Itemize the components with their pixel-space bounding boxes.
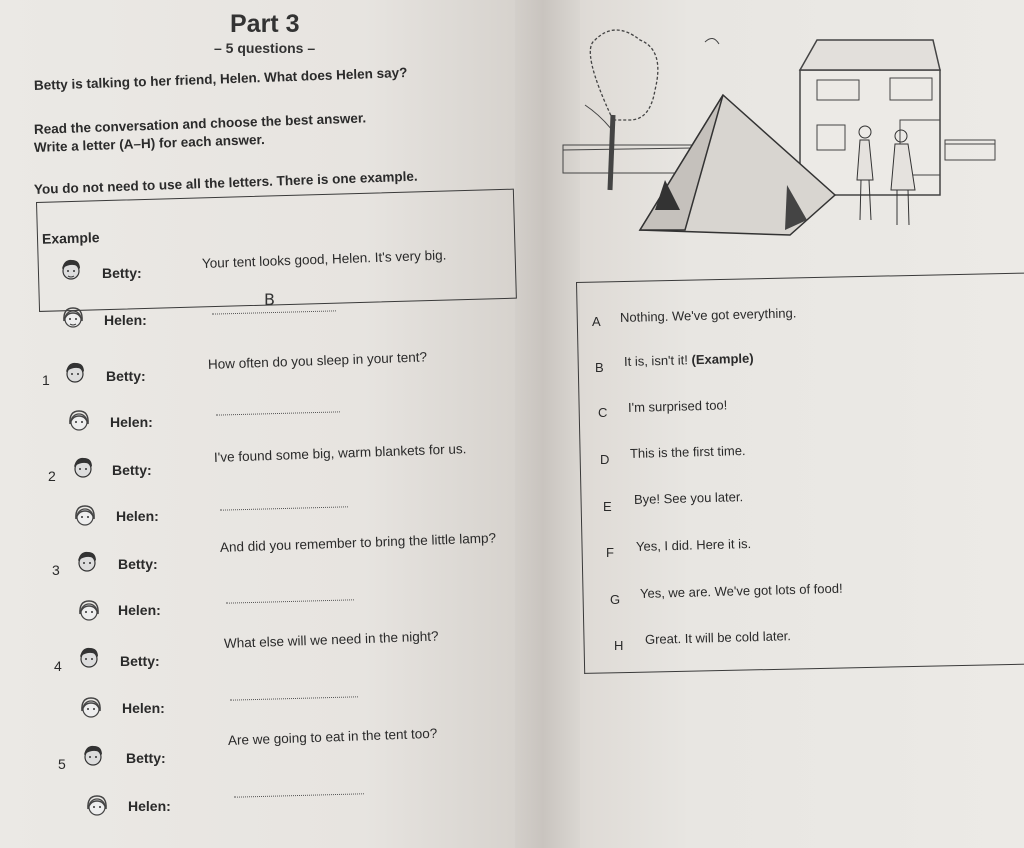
- option-d-letter: D: [600, 452, 610, 467]
- option-h-letter: H: [614, 638, 624, 653]
- helen-face-icon: [78, 695, 104, 721]
- question-2-number: 2: [48, 468, 56, 484]
- betty-face-icon: [74, 549, 100, 575]
- instruction-line-3: Write a letter (A–H) for each answer.: [33, 131, 265, 155]
- question-4-number: 4: [54, 658, 62, 674]
- options-box: [576, 273, 1024, 674]
- option-a-text: Nothing. We've got everything.: [619, 305, 797, 325]
- option-f-letter: F: [606, 545, 614, 560]
- question-5-betty-text: Are we going to eat in the tent too?: [227, 725, 438, 748]
- option-c-letter: C: [598, 405, 608, 420]
- question-5-number: 5: [58, 756, 66, 772]
- option-c-text: I'm surprised too!: [627, 397, 728, 415]
- option-b-example-note: (Example): [691, 350, 754, 368]
- question-5-helen-label: Helen:: [128, 798, 171, 814]
- example-betty-label: Betty:: [102, 265, 142, 281]
- example-helen-label: Helen:: [104, 312, 147, 328]
- question-5-betty-label: Betty:: [126, 750, 166, 766]
- question-3-number: 3: [52, 562, 60, 578]
- part-subtitle: – 5 questions –: [214, 40, 316, 56]
- helen-face-icon: [72, 503, 98, 529]
- helen-face-icon: [76, 598, 102, 624]
- instruction-line-1: Betty is talking to her friend, Helen. What does Helen say?: [33, 64, 408, 93]
- question-4-helen-label: Helen:: [122, 700, 165, 716]
- question-3-betty-text: And did you remember to bring the little lamp?: [219, 530, 497, 555]
- question-2-helen-label: Helen:: [116, 508, 159, 524]
- betty-face-icon: [62, 360, 88, 386]
- betty-face-icon: [70, 455, 96, 481]
- example-betty-text: Your tent looks good, Helen. It's very big.: [201, 247, 447, 271]
- helen-face-icon: [60, 305, 86, 331]
- question-4-betty-label: Betty:: [120, 653, 160, 669]
- option-e-letter: E: [603, 499, 612, 514]
- option-g-text: Yes, we are. We've got lots of food!: [639, 580, 843, 601]
- option-b-text: It is, isn't it! (Example): [623, 350, 754, 369]
- option-e-text: Bye! See you later.: [633, 489, 744, 507]
- betty-face-icon: [76, 645, 102, 671]
- question-1-helen-label: Helen:: [110, 414, 153, 430]
- camping-scene-illustration: [555, 20, 1005, 260]
- instruction-line-2: Read the conversation and choose the best answer.: [33, 110, 367, 137]
- question-1-betty-text: How often do you sleep in your tent?: [207, 349, 428, 372]
- betty-face-icon: [80, 743, 106, 769]
- option-f-text: Yes, I did. Here it is.: [635, 535, 752, 554]
- option-g-letter: G: [610, 592, 621, 607]
- example-title: Example: [41, 229, 100, 247]
- example-answer: B: [264, 290, 275, 309]
- question-2-betty-text: I've found some big, warm blankets for us.: [213, 441, 467, 465]
- question-3-helen-label: Helen:: [118, 602, 161, 618]
- question-4-betty-text: What else will we need in the night?: [223, 628, 439, 651]
- betty-face-icon: [58, 257, 84, 283]
- part-title: Part 3: [230, 10, 300, 38]
- option-b-letter: B: [595, 360, 604, 375]
- instruction-line-4: You do not need to use all the letters. There is one example.: [33, 168, 418, 197]
- option-d-text: This is the first time.: [629, 442, 746, 461]
- helen-face-icon: [84, 793, 110, 819]
- helen-face-icon: [66, 408, 92, 434]
- question-1-betty-label: Betty:: [106, 368, 146, 384]
- question-2-betty-label: Betty:: [112, 462, 152, 478]
- question-3-betty-label: Betty:: [118, 556, 158, 572]
- option-a-letter: A: [592, 314, 601, 329]
- question-1-number: 1: [42, 372, 50, 388]
- option-h-text: Great. It will be cold later.: [644, 628, 792, 647]
